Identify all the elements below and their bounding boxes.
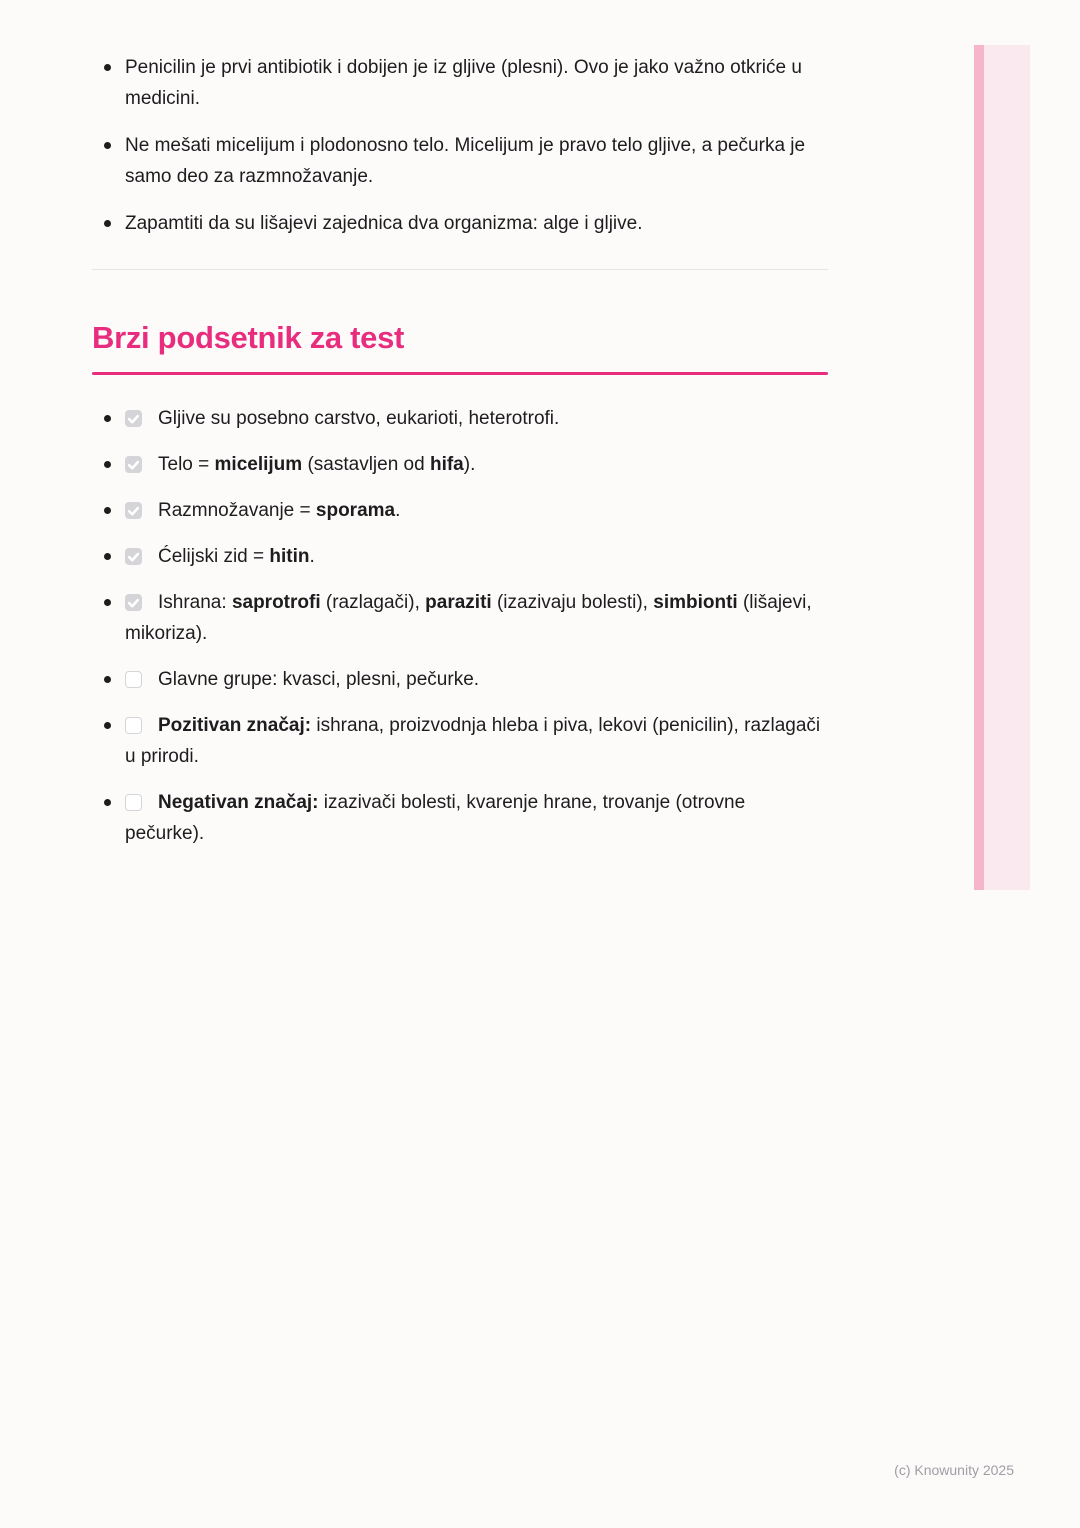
bullet-icon <box>104 799 111 806</box>
bullet-icon <box>104 599 111 606</box>
checkbox-icon[interactable] <box>125 410 142 427</box>
bullet-icon <box>104 220 111 227</box>
note-item <box>92 130 828 192</box>
note-text: Zapamtiti da su lišajevi zajednica dva organizma: alge i gljive. <box>125 213 643 234</box>
checklist-text: Pozitivan značaj: ishrana, proizvodnja hleba i piva, lekovi (penicilin), razlagači u prirodi. <box>125 715 821 767</box>
checklist-item <box>92 403 828 434</box>
checklist-item <box>92 449 828 480</box>
bullet-icon <box>104 415 111 422</box>
checklist <box>92 403 828 849</box>
checklist-item <box>92 541 828 572</box>
margin-stripe-light <box>984 45 1030 890</box>
checkbox-icon[interactable] <box>125 794 142 811</box>
checkbox-icon[interactable] <box>125 717 142 734</box>
checkbox-icon[interactable] <box>125 502 142 519</box>
checklist-item <box>92 710 828 772</box>
bullet-icon <box>104 676 111 683</box>
note-item <box>92 52 828 114</box>
bullet-icon <box>104 507 111 514</box>
checklist-text: Negativan značaj: izazivači bolesti, kvarenje hrane, trovanje (otrovne pečurke). <box>125 792 746 844</box>
checklist-text: Telo = micelijum (sastavljen od hifa). <box>158 454 476 475</box>
checklist-text: Gljive su posebno carstvo, eukarioti, heterotrofi. <box>158 408 560 429</box>
checklist-text: Ishrana: saprotrofi (razlagači), paraziti (izazivaju bolesti), simbionti (lišajevi, mikoriza). <box>125 592 812 644</box>
margin-stripe-dark <box>974 45 984 890</box>
bullet-icon <box>104 461 111 468</box>
checklist-text: Razmnožavanje = sporama. <box>158 500 401 521</box>
bullet-icon <box>104 722 111 729</box>
copyright-footer: (c) Knowunity 2025 <box>894 1462 1014 1478</box>
note-item <box>92 208 828 239</box>
checklist-text: Glavne grupe: kvasci, plesni, pečurke. <box>158 669 480 690</box>
section-divider <box>92 269 828 270</box>
checklist-item <box>92 495 828 526</box>
checkbox-icon[interactable] <box>125 548 142 565</box>
checkbox-icon[interactable] <box>125 456 142 473</box>
document-content <box>92 0 828 864</box>
section-title: Brzi podsetnik za test <box>92 320 405 355</box>
checkbox-icon[interactable] <box>125 594 142 611</box>
checklist-item <box>92 664 828 695</box>
title-underline <box>92 372 828 375</box>
note-text: Ne mešati micelijum i plodonosno telo. Micelijum je pravo telo gljive, a pečurka je samo deo za razmnožavanje. <box>125 135 806 187</box>
notes-list <box>92 52 828 239</box>
checkbox-icon[interactable] <box>125 671 142 688</box>
bullet-icon <box>104 142 111 149</box>
bullet-icon <box>104 553 111 560</box>
note-text: Penicilin je prvi antibiotik i dobijen je iz gljive (plesni). Ovo je jako važno otkriće u medicini. <box>125 57 802 109</box>
checklist-item <box>92 587 828 649</box>
bullet-icon <box>104 64 111 71</box>
checklist-item <box>92 787 828 849</box>
checklist-text: Ćelijski zid = hitin. <box>158 546 315 567</box>
